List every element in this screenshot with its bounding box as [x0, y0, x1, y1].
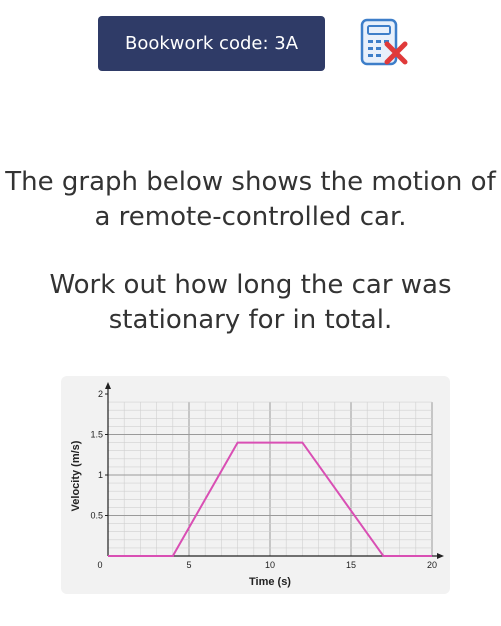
bookwork-code-badge — [98, 16, 325, 71]
x-tick-label: 15 — [345, 560, 357, 570]
x-axis-arrow — [437, 553, 444, 559]
question-line-3: Work out how long the car was — [49, 270, 452, 300]
chart-axes — [105, 382, 444, 559]
y-axis-arrow — [105, 382, 111, 389]
question-line-2: a remote-controlled car. — [94, 202, 407, 232]
question-line-1: The graph below shows the motion of — [5, 167, 496, 197]
velocity-time-graph — [61, 376, 450, 594]
y-tick-label: 0.5 — [90, 510, 103, 521]
bookwork-code-label: Bookwork code: 3A — [124, 33, 299, 54]
x-tick-label: 0 — [97, 560, 103, 570]
question-line-4: stationary for in total. — [108, 305, 393, 335]
x-tick-label: 5 — [186, 560, 192, 570]
chart-ticks — [90, 389, 437, 570]
y-tick-label: 1.5 — [90, 429, 103, 440]
calculator-not-allowed-icon[interactable] — [360, 18, 412, 68]
chart-svg — [61, 376, 450, 594]
chart-grid — [108, 402, 432, 556]
x-tick-label: 10 — [264, 560, 276, 570]
x-axis-label: Time (s) — [249, 576, 291, 588]
y-tick-label: 1 — [97, 470, 103, 480]
y-tick-label: 2 — [97, 389, 103, 399]
y-axis-label: Velocity (m/s) — [70, 440, 82, 512]
x-tick-label: 20 — [426, 560, 438, 570]
